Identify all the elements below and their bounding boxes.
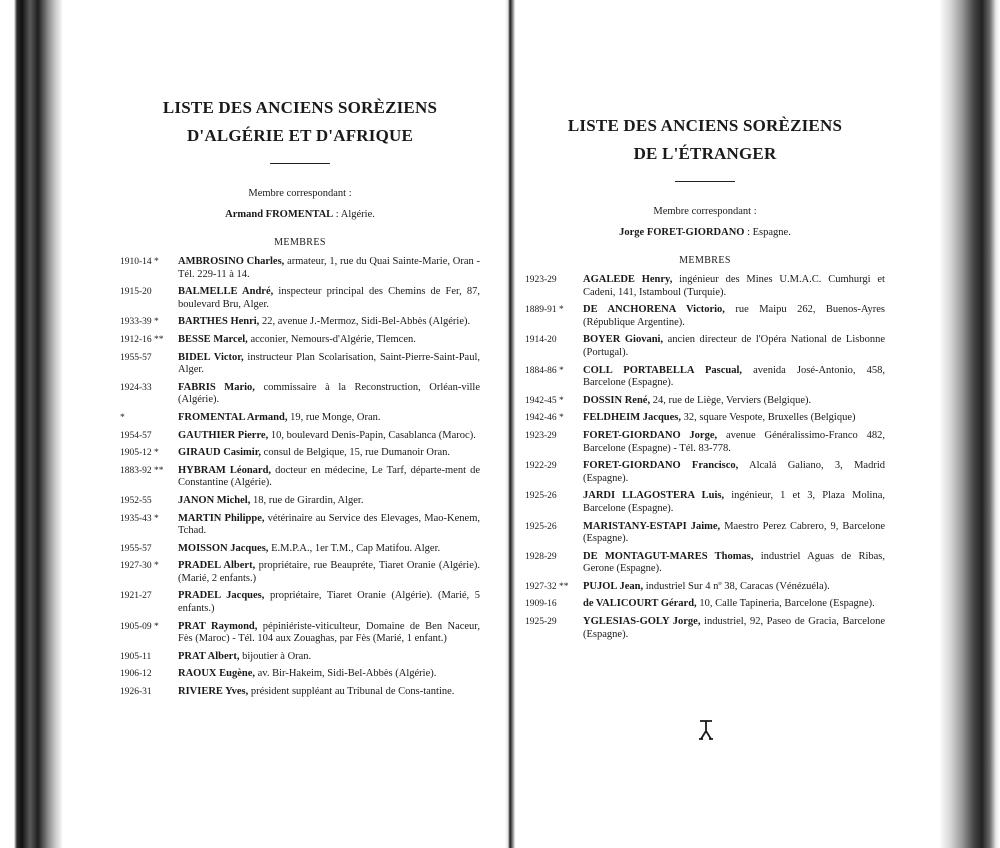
member-name: FORET-GIORDANO Francisco,	[583, 460, 739, 472]
member-entry	[120, 256, 480, 281]
right-page-title	[525, 0, 885, 168]
member-years: 1914-20	[525, 335, 557, 346]
member-name: PRAT Albert,	[178, 650, 240, 662]
right-correspondent-name: Jorge FORET-GIORDANO	[619, 227, 745, 238]
member-entry	[120, 651, 480, 664]
member-name: PRADEL Jacques,	[178, 590, 265, 602]
member-name: BALMELLE André,	[178, 286, 274, 298]
member-details	[178, 513, 480, 538]
member-entry	[120, 286, 480, 311]
left-member-list	[120, 256, 480, 699]
member-details	[178, 316, 480, 329]
member-address: ingénieur des Mines U.M.A.C. Cumhurgi et Cadeni, 141, Istamboul (Turquie).	[583, 274, 885, 298]
member-name: AMBROSINO Charles,	[178, 256, 285, 267]
member-details	[583, 395, 885, 408]
member-address: commissaire à la Reconstruction, Orléan-ville (Algérie).	[178, 381, 481, 406]
member-name: RIVIERE Yves,	[178, 686, 249, 698]
member-entry	[120, 334, 480, 347]
member-details	[178, 543, 480, 556]
member-entry	[120, 513, 480, 538]
member-details	[178, 560, 480, 585]
member-years: 1954-57	[120, 430, 152, 441]
member-address: 22, avenue J.-Mermoz, Sidi-Bel-Abbès (Algérie).	[259, 316, 471, 328]
member-name: PUJOL Jean,	[583, 580, 644, 592]
member-address: Maestro Perez Cabrero, 9, Barcelone (Espagne).	[583, 520, 885, 545]
member-address: rue Maipu 262, Buenos-Ayres (République Argentine).	[583, 304, 886, 328]
member-details	[178, 495, 480, 508]
member-address: 10, boulevard Denis-Papin, Casablanca (Maroc).	[268, 429, 476, 441]
right-correspondent	[525, 227, 885, 238]
member-name: de VALICOURT Gérard,	[583, 598, 697, 610]
member-years: 1955-57	[120, 543, 152, 554]
member-name: FELDHEIM Jacques,	[583, 412, 682, 424]
member-entry	[120, 430, 480, 443]
member-years: 1942-45 *	[525, 395, 564, 406]
member-entry	[120, 543, 480, 556]
member-years: 1883-92 **	[120, 465, 164, 476]
member-details	[178, 686, 480, 699]
member-name: DOSSIN René,	[583, 394, 651, 406]
left-title-line2: D'ALGÉRIE ET D'AFRIQUE	[186, 126, 414, 145]
member-details	[178, 465, 480, 490]
right-title-line2: DE L'ÉTRANGER	[633, 144, 777, 163]
member-address: industriel Sur 4 nº 38, Caracas (Vénézuéla).	[643, 580, 830, 592]
right-title-line1: LISTE DES ANCIENS SORÈZIENS	[567, 116, 843, 135]
member-entry	[525, 551, 885, 576]
member-address: vétérinaire au Service des Elevages, Mao-Kenem, Tchad.	[178, 512, 480, 537]
member-details	[583, 616, 885, 641]
member-details	[583, 274, 885, 299]
member-entry	[120, 560, 480, 585]
member-details	[178, 651, 480, 664]
member-address: avenida José-Antonio, 458, Barcelone (Espagne).	[583, 364, 885, 389]
member-details	[178, 412, 480, 425]
member-years: 1952-55	[120, 495, 152, 506]
member-address: armateur, 1, rue du Quai Sainte-Marie, Oran - Tél. 229-11 à 14.	[178, 256, 480, 280]
member-entry	[525, 365, 885, 390]
member-name: MARTIN Philippe,	[178, 512, 265, 524]
member-entry	[120, 412, 480, 425]
right-title-rule	[675, 181, 735, 182]
member-address: E.M.P.A., 1er T.M., Cap Matifou. Alger.	[268, 542, 441, 554]
book-edge-left	[0, 0, 62, 848]
book-edge-right	[940, 0, 1000, 848]
member-years: 1924-33	[120, 382, 152, 393]
member-entry	[120, 465, 480, 490]
member-address: président suppléant au Tribunal de Cons-tantine.	[248, 686, 455, 698]
left-page	[120, 0, 480, 848]
member-years: 1905-11	[120, 651, 152, 662]
member-address: 24, rue de Liège, Verviers (Belgique).	[650, 394, 812, 406]
member-years: 1905-12 *	[120, 448, 159, 459]
member-years: 1922-29	[525, 461, 557, 472]
member-entry	[525, 521, 885, 546]
member-address: ancien directeur de l'Opéra National de Lisbonne (Portugal).	[583, 334, 885, 358]
member-entry	[120, 686, 480, 699]
member-years: 1910-14 *	[120, 257, 159, 267]
member-address: acconier, Nemours-d'Algérie, Tlemcen.	[247, 333, 416, 345]
member-address: 10, Calle Tapineria, Barcelone (Espagne).	[696, 598, 875, 610]
member-address: propriétaire, rue Beaupréte, Tiaret Oranie (Algérie). (Marié, 2 enfants.)	[178, 560, 480, 584]
book-gutter	[505, 0, 515, 848]
member-entry	[525, 274, 885, 299]
member-name: PRAT Raymond,	[178, 620, 258, 632]
member-years: 1926-31	[120, 687, 152, 698]
member-entry	[120, 590, 480, 615]
member-name: PRADEL Albert,	[178, 560, 256, 572]
member-entry	[120, 352, 480, 377]
member-name: DE ANCHORENA Victorio,	[583, 304, 725, 316]
member-years: 1942-46 *	[525, 413, 564, 424]
printer-ornament-icon	[698, 718, 714, 740]
left-page-title	[120, 0, 480, 150]
member-address: avenue Généralissimo-Franco 482, Barcelone (Espagne) - Tél. 83-778.	[583, 429, 885, 454]
member-details	[178, 286, 480, 311]
member-name: COLL PORTABELLA Pascual,	[583, 364, 743, 376]
member-details	[178, 430, 480, 443]
member-address: ingénieur, 1 et 3, Plaza Molina, Barcelone (Espagne).	[583, 490, 885, 514]
right-members-heading: MEMBRES	[679, 255, 731, 266]
member-details	[178, 256, 480, 281]
member-address: 18, rue de Girardin, Alger.	[250, 494, 364, 506]
member-address: Alcalá Galiano, 3, Madrid (Espagne).	[583, 460, 885, 484]
member-address: industriel, 92, Paseo de Gracia, Barcelone (Espagne).	[583, 616, 885, 640]
member-entry	[525, 616, 885, 641]
member-entry	[120, 495, 480, 508]
member-address: consul de Belgique, 15, rue Dumanoir Oran.	[261, 447, 450, 459]
member-years: 1915-20	[120, 287, 152, 298]
member-address: propriétaire, Tiaret Oranie (Algérie). (Marié, 5 enfants.)	[178, 590, 480, 615]
member-details	[583, 460, 885, 485]
member-entry	[525, 395, 885, 408]
member-years: 1921-27	[120, 591, 152, 602]
member-entry	[525, 490, 885, 515]
member-years: *	[120, 412, 125, 423]
member-details	[583, 521, 885, 546]
member-years: 1923-29	[525, 430, 557, 441]
member-details	[583, 334, 885, 359]
member-name: BARTHES Henri,	[178, 316, 260, 328]
right-correspondent-label: Membre correspondant :	[653, 206, 757, 217]
member-entry	[525, 460, 885, 485]
member-address: instructeur Plan Scolarisation, Saint-Pierre-Saint-Paul, Alger.	[178, 351, 480, 376]
member-years: 1933-39 *	[120, 317, 159, 328]
right-member-list	[525, 274, 885, 641]
member-entry	[525, 412, 885, 425]
left-correspondent-label: Membre correspondant :	[248, 188, 352, 199]
member-details	[583, 598, 885, 611]
member-years: 1889-91 *	[525, 305, 564, 316]
member-name: FROMENTAL Armand,	[178, 411, 288, 423]
member-name: FORET-GIORDANO Jorge,	[583, 429, 718, 441]
member-years: 1905-09 *	[120, 621, 159, 632]
member-name: MOISSON Jacques,	[178, 542, 269, 554]
member-entry	[120, 621, 480, 646]
left-title-rule	[270, 163, 330, 164]
member-entry	[120, 316, 480, 329]
member-years: 1884-86 *	[525, 365, 564, 376]
member-name: BOYER Giovani,	[583, 334, 664, 346]
member-entry	[120, 447, 480, 460]
member-details	[178, 590, 480, 615]
member-name: MARISTANY-ESTAPI Jaime,	[583, 520, 721, 532]
member-entry	[525, 581, 885, 594]
member-years: 1927-32 **	[525, 581, 569, 592]
member-name: JARDI LLAGOSTERA Luis,	[583, 490, 725, 502]
member-details	[583, 551, 885, 576]
member-entry	[525, 304, 885, 329]
member-details	[178, 352, 480, 377]
member-details	[178, 382, 480, 407]
member-details	[583, 412, 885, 425]
member-name: YGLESIAS-GOLY Jorge,	[583, 616, 701, 628]
member-name: RAOUX Eugène,	[178, 668, 256, 680]
member-name: DE MONTAGUT-MARES Thomas,	[583, 550, 754, 562]
left-correspondent	[120, 209, 480, 220]
member-entry	[120, 668, 480, 681]
member-address: industriel Aguas de Ribas, Gerone (Espagne).	[583, 550, 885, 575]
member-entry	[525, 334, 885, 359]
member-details	[583, 581, 885, 594]
member-address: av. Bir-Hakeim, Sidi-Bel-Abbès (Algérie).	[255, 668, 437, 680]
member-years: 1909-16	[525, 599, 557, 610]
member-years: 1906-12	[120, 669, 152, 680]
member-name: FABRIS Mario,	[178, 381, 255, 393]
member-details	[583, 365, 885, 390]
member-years: 1935-43 *	[120, 513, 159, 524]
left-correspondent-name: Armand FROMENTAL	[225, 209, 334, 220]
member-years: 1925-29	[525, 617, 557, 628]
member-years: 1912-16 **	[120, 334, 164, 345]
left-title-line1: LISTE DES ANCIENS SORÈZIENS	[162, 98, 438, 117]
member-address: pépiniériste-viticulteur, Domaine de Ben Naceur, Fès (Maroc) - Tél. 104 aux Zouaghas, par Fès (Marié, 1 enfant.)	[178, 620, 480, 645]
member-address: 19, rue Monge, Oran.	[287, 411, 381, 423]
member-address: inspecteur principal des Chemins de Fer, 87, boulevard Bru, Alger.	[178, 286, 480, 310]
member-years: 1928-29	[525, 551, 557, 562]
member-details	[178, 668, 480, 681]
member-years: 1923-29	[525, 275, 557, 285]
left-members-heading: MEMBRES	[274, 237, 326, 248]
member-address: docteur en médecine, Le Tarf, départe-ment de Constantine (Algérie).	[178, 464, 480, 489]
member-name: BESSE Marcel,	[178, 333, 248, 345]
member-entry	[525, 430, 885, 455]
member-details	[178, 447, 480, 460]
member-years: 1955-57	[120, 352, 152, 363]
member-details	[583, 304, 885, 329]
left-correspondent-place: : Algérie.	[333, 209, 375, 220]
member-details	[178, 334, 480, 347]
member-name: GAUTHIER Pierre,	[178, 429, 269, 441]
member-address: 32, square Vespote, Bruxelles (Belgique)	[681, 412, 856, 424]
member-name: GIRAUD Casimir,	[178, 447, 262, 459]
member-details	[583, 430, 885, 455]
member-years: 1925-26	[525, 491, 557, 502]
member-address: bijoutier à Oran.	[239, 650, 312, 662]
member-name: AGALEDE Henry,	[583, 274, 673, 285]
member-years: 1927-30 *	[120, 561, 159, 572]
right-correspondent-place: : Espagne.	[744, 227, 791, 238]
member-entry	[120, 382, 480, 407]
member-entry	[525, 598, 885, 611]
member-name: JANON Michel,	[178, 494, 251, 506]
member-details	[583, 490, 885, 515]
member-name: BIDEL Victor,	[178, 351, 244, 363]
member-details	[178, 621, 480, 646]
member-years: 1925-26	[525, 521, 557, 532]
member-name: HYBRAM Léonard,	[178, 464, 272, 476]
